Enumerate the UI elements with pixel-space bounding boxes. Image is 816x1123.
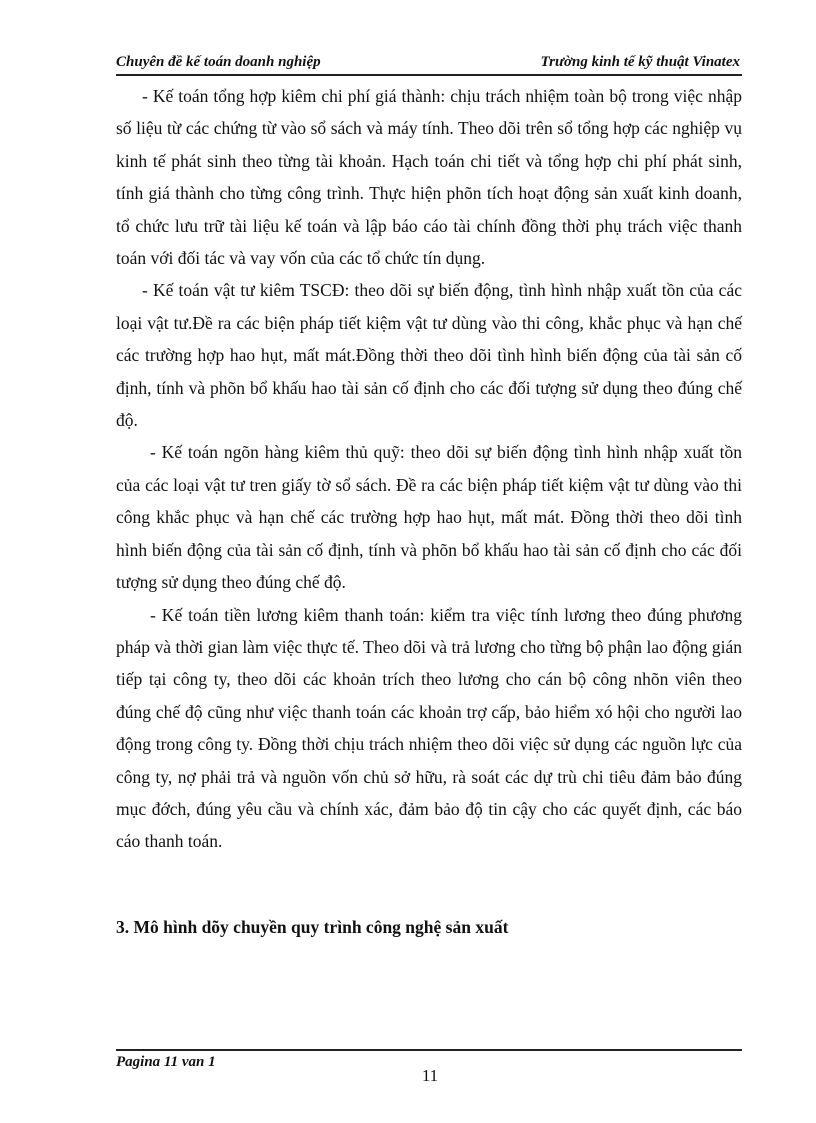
- page-header: [116, 52, 742, 76]
- document-body: [116, 80, 742, 858]
- header-left-title: Chuyên đề kế toán doanh nghiệp: [116, 54, 321, 70]
- paragraph-bank-accountant: - Kế toán ngõn hàng kiêm thủ quỹ: theo dõi sự biến động tình hình nhập xuất tồn của các loại vật tư tren giấy tờ sổ sách. Đề ra các biện pháp tiết kiệm vật tư dùng vào thi công khắc phục và hạn chế các trường hợp hao hụt, mất mát. Đồng thời theo dõi tình hình biến động của tài sản cố định, tính và phõn bổ khấu hao tài sản cố định cho các đối tượng sử dụng theo đúng chế độ.: [116, 442, 742, 593]
- footer-page-label: Pagina 11 van 1: [116, 1054, 216, 1070]
- section-heading: 3. Mô hình dõy chuyền quy trình công nghệ sản xuất: [116, 917, 509, 937]
- paragraph-materials-accountant: - Kế toán vật tư kiêm TSCĐ: theo dõi sự biến động, tình hình nhập xuất tồn của các loại vật tư.Đề ra các biện pháp tiết kiệm vật tư dùng vào thi công, khắc phục và hạn chế các trường hợp hao hụt, mất mát.Đồng thời theo dõi tình hình biến động của tài sản cố định, tính và phõn bổ khấu hao tài sản cố định cho các đối tượng sử dụng theo đúng chế độ.: [116, 280, 742, 431]
- paragraph-payroll-accountant: - Kế toán tiền lương kiêm thanh toán: kiểm tra việc tính lương theo đúng phương pháp và thời gian làm việc thực tế. Theo dõi và trả lương cho từng bộ phận lao động gián tiếp tại công ty, theo dõi các khoản trích theo lương cho cán bộ công nhõn viên theo đúng chế độ cũng như việc thanh toán các khoản trợ cấp, bảo hiểm xó hội cho người lao động trong công ty. Đồng thời chịu trách nhiệm theo dõi việc sử dụng các nguồn lực của công ty, nợ phải trả và nguồn vốn chủ sở hữu, rà soát các dự trù chi tiêu đảm bảo đúng mục đớch, đúng yêu cầu và chính xác, đảm bảo độ tin cậy cho các quyết định, các báo cáo thanh toán.: [116, 604, 742, 852]
- page-number: 11: [421, 1066, 439, 1085]
- paragraph-general-accountant: - Kế toán tổng hợp kiêm chi phí giá thành: chịu trách nhiệm toàn bộ trong việc nhập số liệu từ các chứng từ vào sổ sách và máy tính. Theo dõi trên sổ tổng hợp các nghiệp vụ kinh tế phát sinh theo từng tài khoản. Hạch toán chi tiết và tổng hợp chi phí phát sinh, tính giá thành cho từng công trình. Thực hiện phõn tích hoạt động sản xuất kinh doanh, tổ chức lưu trữ tài liệu kế toán và lập báo cáo tài chính đồng thời phụ trách việc thanh toán với đối tác và vay vốn của các tổ chức tín dụng.: [116, 86, 742, 269]
- header-right-title: Trường kinh tế kỹ thuật Vinatex: [540, 54, 740, 70]
- footer-divider: [116, 1049, 742, 1051]
